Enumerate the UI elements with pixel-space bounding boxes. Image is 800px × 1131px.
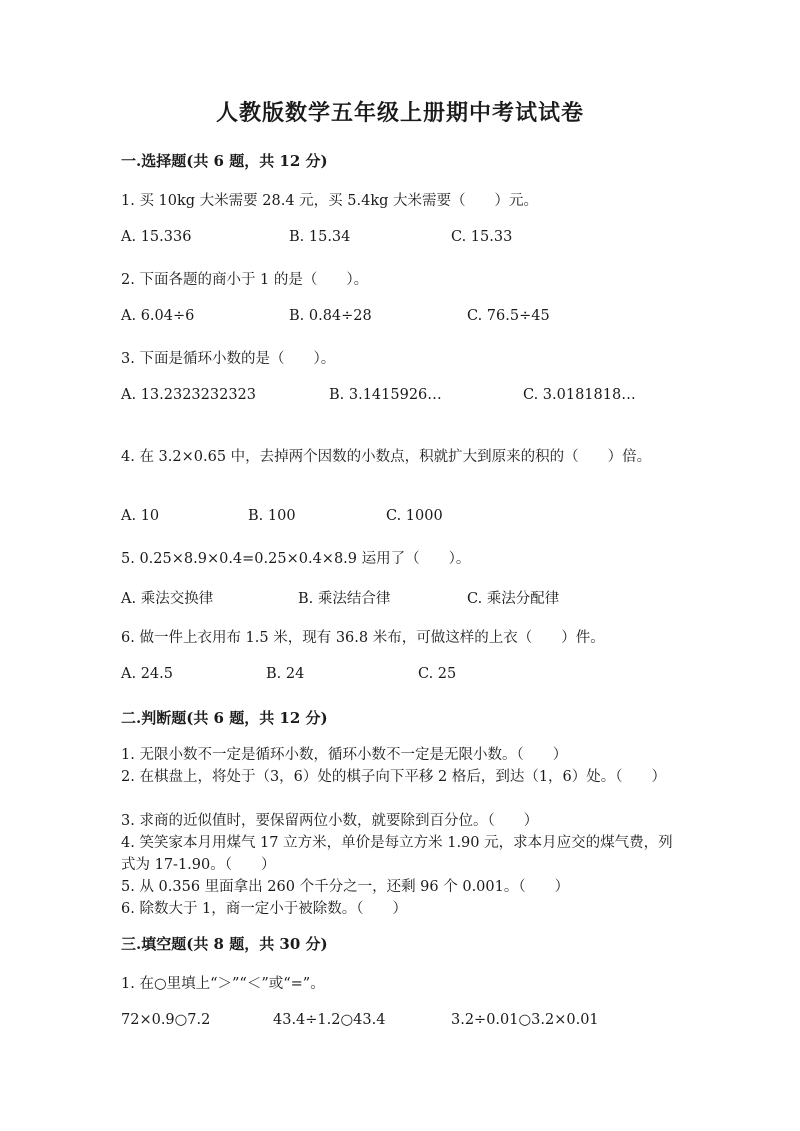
option-b: B. 3.1415926… [329, 387, 442, 403]
judge-item: 4. 笑笑家本月用煤气 17 立方米，单价是每立方米 1.90 元，求本月应交的煤气费，列式为 17-1.90。（ ） [121, 835, 673, 873]
option-a: A. 6.04÷6 [121, 308, 195, 324]
question-text: 6. 做一件上衣用布 1.5 米，现有 36.8 米布，可做这样的上衣（ ）件。 [121, 630, 605, 646]
section-heading-choice: 一.选择题(共 6 题，共 12 分) [121, 152, 328, 170]
judge-item: 1. 无限小数不一定是循环小数，循环小数不一定是无限小数。（ ） [121, 747, 568, 763]
option-b: B. 24 [266, 666, 305, 682]
option-c: C. 76.5÷45 [467, 308, 550, 324]
judge-item: 3. 求商的近似值时，要保留两位小数，就要除到百分位。（ ） [121, 813, 539, 829]
option-c: C. 15.33 [451, 229, 513, 245]
question-text: 4. 在 3.2×0.65 中，去掉两个因数的小数点，积就扩大到原来的积的（ ）倍。 [121, 449, 652, 465]
fill-item: 43.4÷1.2○43.4 [273, 1012, 386, 1028]
option-c: C. 25 [418, 666, 457, 682]
fill-item: 72×0.9○7.2 [121, 1012, 211, 1028]
option-b: B. 乘法结合律 [298, 591, 391, 607]
question-text: 1. 买 10kg 大米需要 28.4 元，买 5.4kg 大米需要（ ）元。 [121, 193, 539, 209]
question-text: 3. 下面是循环小数的是（ ）。 [121, 351, 336, 367]
fill-item: 3.2÷0.01○3.2×0.01 [451, 1012, 599, 1028]
option-a: A. 13.2323232323 [121, 387, 257, 403]
section-heading-fill: 三.填空题(共 8 题，共 30 分) [121, 935, 328, 953]
question-text: 5. 0.25×8.9×0.4=0.25×0.4×8.9 运用了（ ）。 [121, 551, 471, 567]
judge-item: 5. 从 0.356 里面拿出 260 个千分之一，还剩 96 个 0.001。（ ） [121, 879, 570, 895]
question-text: 2. 下面各题的商小于 1 的是（ ）。 [121, 272, 369, 288]
option-c: C. 1000 [386, 508, 443, 524]
option-a: A. 10 [121, 508, 160, 524]
question-text: 1. 在○里填上“＞”“＜”或“=”。 [121, 976, 325, 992]
option-b: B. 100 [248, 508, 296, 524]
option-c: C. 3.0181818… [523, 387, 636, 403]
judge-item: 2. 在棋盘上，将处于（3，6）处的棋子向下平移 2 格后，到达（1，6）处。（ ） [121, 769, 667, 785]
option-a: A. 15.336 [121, 229, 192, 245]
option-b: B. 0.84÷28 [289, 308, 372, 324]
judge-item: 6. 除数大于 1，商一定小于被除数。（ ） [121, 901, 408, 917]
option-b: B. 15.34 [289, 229, 351, 245]
option-a: A. 乘法交换律 [121, 591, 214, 607]
option-a: A. 24.5 [121, 666, 173, 682]
section-heading-judge: 二.判断题(共 6 题，共 12 分) [121, 709, 328, 727]
option-c: C. 乘法分配律 [467, 591, 560, 607]
page-title: 人教版数学五年级上册期中考试试卷 [215, 100, 584, 126]
